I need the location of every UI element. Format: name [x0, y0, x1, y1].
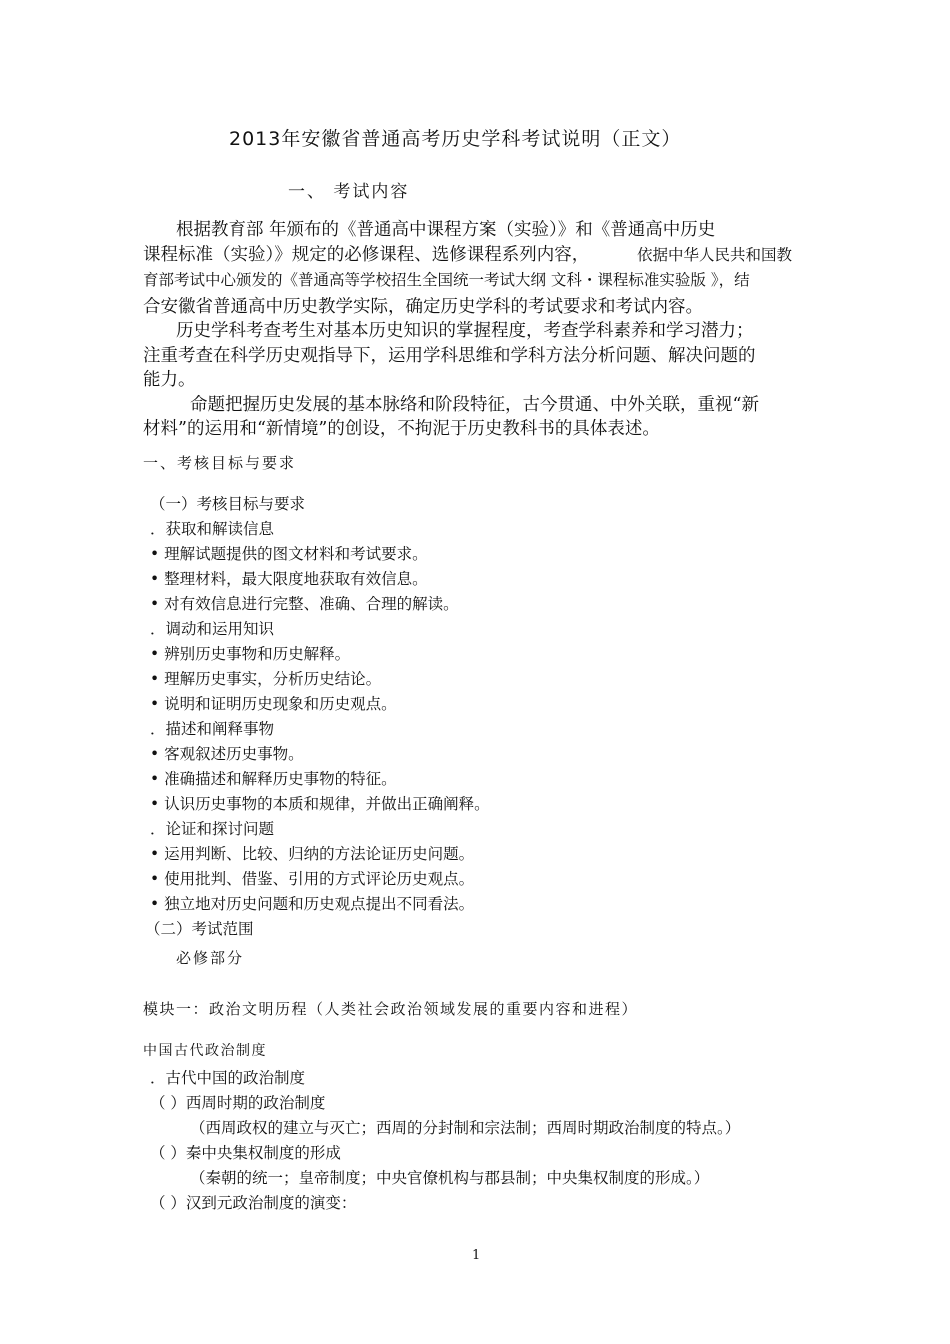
topic-heading: 中国古代政治制度	[143, 1043, 267, 1059]
goal-item: • 使用批判、借鉴、引用的方式评论历史观点。	[150, 870, 475, 888]
subsection-scope: （二）考试范围	[145, 920, 254, 938]
module-heading: 模块一：政治文明历程（人类社会政治领域发展的重要内容和进程）	[143, 1000, 639, 1018]
goal-item: • 说明和证明历史现象和历史观点。	[150, 695, 397, 713]
intro-line-2b: 依据中华人民共和国教	[637, 246, 793, 264]
intro-line-3: 育部考试中心颁发的《普通高等学校招生全国统一考试大纲 文科・课程标准实验版 》，结	[143, 271, 750, 289]
section-subtitle: 一、 考试内容	[288, 182, 410, 202]
intro-line-4: 合安徽省普通高中历史教学实际，确定历史学科的考试要求和考试内容。	[143, 297, 703, 317]
goal-item: • 辨别历史事物和历史解释。	[150, 645, 351, 663]
scope-heading-1: ．古代中国的政治制度	[150, 1069, 306, 1087]
goal-item: • 客观叙述历史事物。	[150, 745, 304, 763]
goal-item: • 整理材料，最大限度地获取有效信息。	[150, 570, 428, 588]
subsection-goals: （一）考核目标与要求	[150, 495, 306, 513]
goal-item: • 理解历史事实，分析历史结论。	[150, 670, 382, 688]
page-number: 1	[472, 1248, 481, 1263]
goal-heading-2: ．调动和运用知识	[150, 620, 275, 638]
scope-detail: （秦朝的统一；皇帝制度；中央官僚机构与郡县制；中央集权制度的形成。）	[190, 1169, 710, 1187]
goal-item: • 准确描述和解释历史事物的特征。	[150, 770, 397, 788]
section-heading: 一、考核目标与要求	[143, 454, 297, 472]
goal-heading-1: ．获取和解读信息	[150, 520, 275, 538]
goal-item: • 对有效信息进行完整、准确、合理的解读。	[150, 595, 459, 613]
goal-item: • 独立地对历史问题和历史观点提出不同看法。	[150, 895, 475, 913]
intro-line-7: 能力。	[143, 370, 196, 390]
document-title: 2013年安徽省普通高考历史学科考试说明（正文）	[229, 128, 682, 150]
scope-detail: （西周政权的建立与灭亡；西周的分封制和宗法制；西周时期政治制度的特点。）	[190, 1119, 741, 1137]
intro-line-2a: 课程标准（实验）》规定的必修课程、选修课程系列内容，	[143, 245, 590, 265]
goal-item: • 运用判断、比较、归纳的方法论证历史问题。	[150, 845, 475, 863]
intro-line-5: 历史学科考查考生对基本历史知识的掌握程度，考查学科素养和学习潜力；	[176, 321, 754, 341]
goal-heading-3: ．描述和阐释事物	[150, 720, 275, 738]
required-label: 必修部分	[176, 949, 245, 967]
scope-item: （ ）西周时期的政治制度	[150, 1094, 326, 1112]
intro-line-6: 注重考查在科学历史观指导下，运用学科思维和学科方法分析问题、解决问题的	[143, 346, 756, 366]
intro-line-1: 根据教育部 年颁布的《普通高中课程方案（实验）》和《普通高中历史	[176, 220, 716, 240]
scope-item: （ ）秦中央集权制度的形成	[150, 1144, 341, 1162]
goal-heading-4: ．论证和探讨问题	[150, 820, 275, 838]
scope-item: （ ）汉到元政治制度的演变：	[150, 1194, 357, 1212]
intro-line-9: 材料”的运用和“新情境”的创设，不拘泥于历史教科书的具体表述。	[143, 419, 660, 439]
goal-item: • 理解试题提供的图文材料和考试要求。	[150, 545, 428, 563]
intro-line-8: 命题把握历史发展的基本脉络和阶段特征，古今贯通、中外关联，重视“新	[190, 395, 759, 415]
goal-item: • 认识历史事物的本质和规律，并做出正确阐释。	[150, 795, 490, 813]
